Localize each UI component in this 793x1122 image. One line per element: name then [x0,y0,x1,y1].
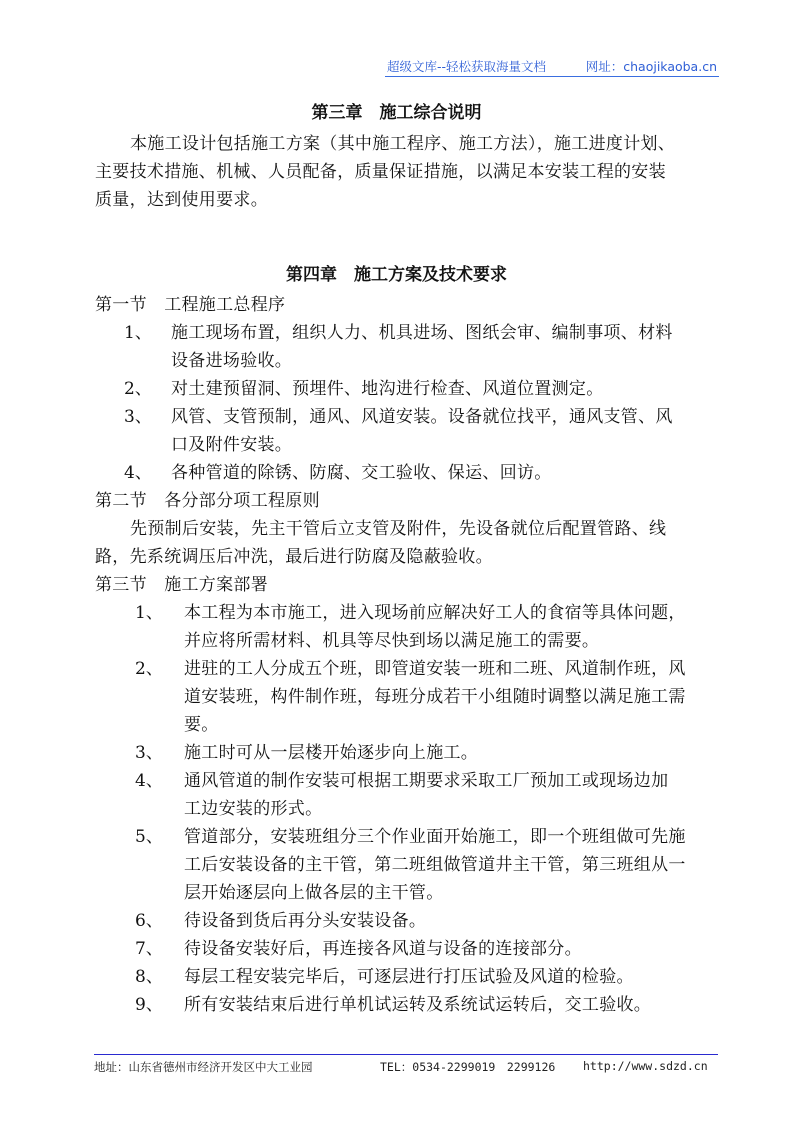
list-number: 6、 [135,911,163,931]
list-number: 7、 [135,939,163,959]
header-url[interactable]: 网址：chaojikaoba.cn [585,59,717,74]
section3-title: 第三节 施工方案部署 [95,575,268,595]
chapter4-title: 第四章 施工方案及技术要求 [286,265,507,285]
page-header [385,56,719,77]
list-item-line: 各种管道的除锈、防腐、交工验收、保运、回访。 [171,463,552,483]
paragraph-line: 主要技术措施、机械、人员配备，质量保证措施，以满足本安装工程的安装 [95,162,666,182]
list-number: 1、 [124,323,152,343]
list-number: 4、 [135,771,163,791]
list-item-line: 设备进场验收。 [171,351,293,371]
list-item-line: 待设备到货后再分头安装设备。 [184,911,427,931]
list-item-line: 口及附件安装。 [171,435,293,455]
list-item-line: 对土建预留洞、预埋件、地沟进行检查、风道位置测定。 [171,379,604,399]
list-item-line: 每层工程安装完毕后，可逐层进行打压试验及风道的检验。 [184,967,634,987]
section2-title: 第二节 各分部分项工程原则 [95,491,320,511]
list-item-line: 管道部分，安装班组分三个作业面开始施工，即一个班组做可先施 [184,827,686,847]
list-item-line: 施工时可从一层楼开始逐步向上施工。 [184,743,479,763]
footer-tel: TEL：0534-2299019 2299126 [380,1060,556,1074]
list-number: 3、 [124,407,152,427]
list-item-line: 进驻的工人分成五个班，即管道安装一班和二班、风道制作班，风 [184,659,686,679]
list-number: 4、 [124,463,152,483]
paragraph-line: 质量，达到使用要求。 [95,190,268,210]
list-item-line: 工边安装的形式。 [184,799,323,819]
paragraph-line: 路，先系统调压后冲洗，最后进行防腐及隐蔽验收。 [95,547,493,567]
list-item-line: 层开始逐层向上做各层的主干管。 [184,883,444,903]
paragraph-line: 先预制后安装，先主干管后立支管及附件，先设备就位后配置管路、线 [130,519,667,539]
footer-divider [94,1054,718,1055]
list-item-line: 要。 [184,715,219,735]
list-item-line: 风管、支管预制，通风、风道安装。设备就位找平，通风支管、风 [171,407,673,427]
list-item-line: 所有安装结束后进行单机试运转及系统试运转后，交工验收。 [184,995,652,1015]
footer-web[interactable]: http://www.sdzd.cn [583,1059,708,1073]
list-number: 8、 [135,967,163,987]
list-number: 9、 [135,995,163,1015]
section1-title: 第一节 工程施工总程序 [95,295,286,315]
list-item-line: 通风管道的制作安装可根据工期要求采取工厂预加工或现场边加 [184,771,669,791]
list-item-line: 待设备安装好后，再连接各风道与设备的连接部分。 [184,939,582,959]
list-item-line: 本工程为本市施工，进入现场前应解决好工人的食宿等具体问题， [184,603,686,623]
list-number: 1、 [135,603,163,623]
list-item-line: 工后安装设备的主干管，第二班组做管道井主干管，第三班组从一 [184,855,686,875]
list-number: 2、 [124,379,152,399]
paragraph-line: 本施工设计包括施工方案（其中施工程序、施工方法），施工进度计划、 [130,134,676,154]
footer-address: 地址：山东省德州市经济开发区中大工业园 [94,1060,313,1074]
list-item-line: 施工现场布置，组织人力、机具进场、图纸会审、编制事项、材料 [171,323,673,343]
list-number: 3、 [135,743,163,763]
list-item-line: 并应将所需材料、机具等尽快到场以满足施工的需要。 [184,631,600,651]
list-number: 2、 [135,659,163,679]
list-number: 5、 [135,827,163,847]
list-item-line: 道安装班，构件制作班，每班分成若干小组随时调整以满足施工需 [184,687,686,707]
chapter3-title: 第三章 施工综合说明 [311,103,482,123]
header-site-name: 超级文库--轻松获取海量文档 [387,59,547,74]
